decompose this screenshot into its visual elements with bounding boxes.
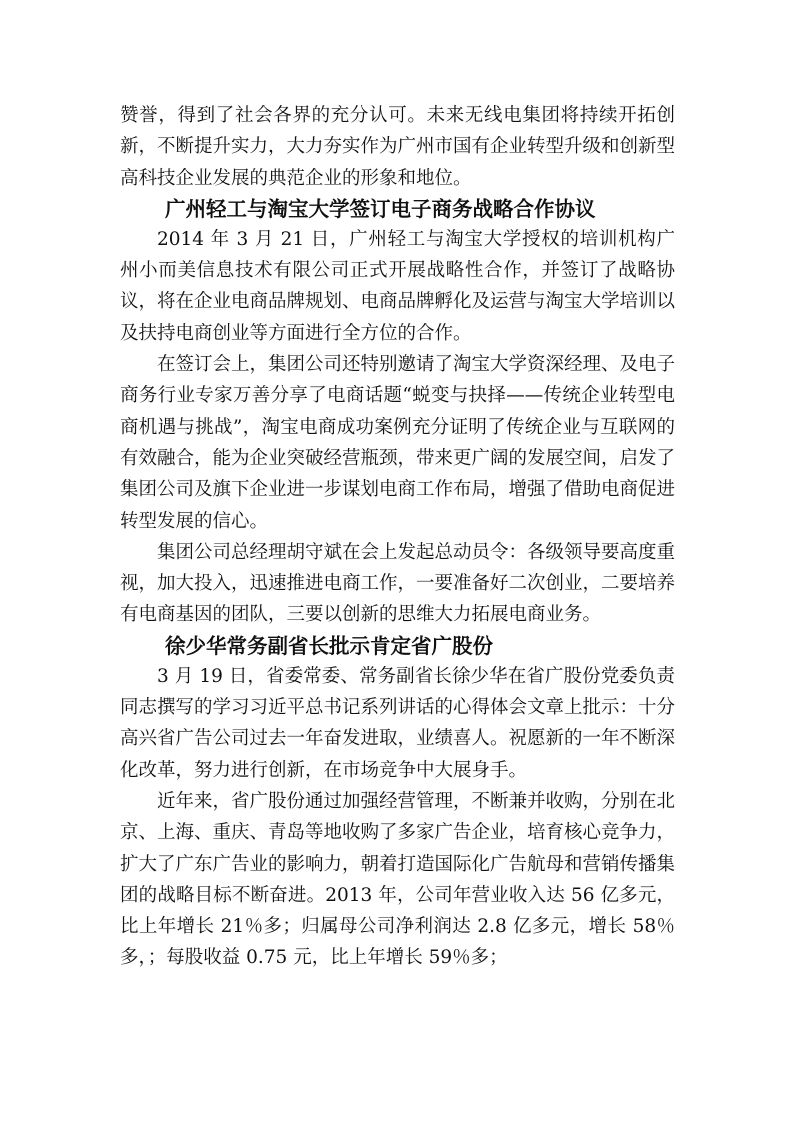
article-guangdong [120,631,675,974]
article-taobao [120,194,675,631]
paragraph: 赞誉，得到了社会各界的充分认可。未来无线电集团将持续开拓创新，不断提升实力，大力夯实作为广州市国有企业转型升级和创新型高科技企业发展的典范企业的形象和地位。 [120,105,676,189]
article-continuation [120,100,675,194]
paragraph: 2014 年 3 月 21 日，广州轻工与淘宝大学授权的培训机构广州小而美信息技术有限公司正式开展战略性合作，并签订了战略协议，将在企业电商品牌规划、电商品牌孵化及运营与淘宝大学培训以及扶持电商创业等方面进行全方位的合作。 [120,228,676,344]
article-title: 徐少华常务副省长批示肯定省广股份 [165,633,493,658]
text-column [120,100,675,974]
paragraph: 集团公司总经理胡守斌在会上发起总动员令：各级领导要高度重视，加大投入，迅速推进电商工作，一要准备好二次创业，二要培养有电商基因的团队，三要以创新的思维大力拓展电商业务。 [120,541,676,626]
paragraph: 3 月 19 日，省委常委、常务副省长徐少华在省广股份党委负责同志撰写的学习习近平总书记系列讲话的心得体会文章上批示：十分高兴省广告公司过去一年奋发进取，业绩喜人。祝愿新的一年不断深化改革，努力进行创新，在市场竞争中大展身手。 [120,665,676,781]
paragraph: 在签订会上，集团公司还特别邀请了淘宝大学资深经理、及电子商务行业专家万善分享了电商话题“蜕变与抉择——传统企业转型电商机遇与挑战”，淘宝电商成功案例充分证明了传统企业与互联网的有效融合，能为企业突破经营瓶颈，带来更广阔的发展空间，启发了集团公司及旗下企业进一步谋划电商工作布局，增强了借助电商促进转型发展的信心。 [120,354,676,532]
article-title: 广州轻工与淘宝大学签订电子商务战略合作协议 [165,196,596,221]
paragraph: 近年来，省广股份通过加强经营管理，不断兼并收购，分别在北京、上海、重庆、青岛等地收购了多家广告企业，培育核心竞争力，扩大了广东广告业的影响力，朝着打造国际化广告航母和营销传播集团的战略目标不断奋进。2013 年，公司年营业收入达 56 亿多元，比上年增长 21％多；归属母公司净利润达 2.8 亿多元，增长 58％多，；每股收益 0.75 元，比上年增长 59％多； [120,790,676,969]
